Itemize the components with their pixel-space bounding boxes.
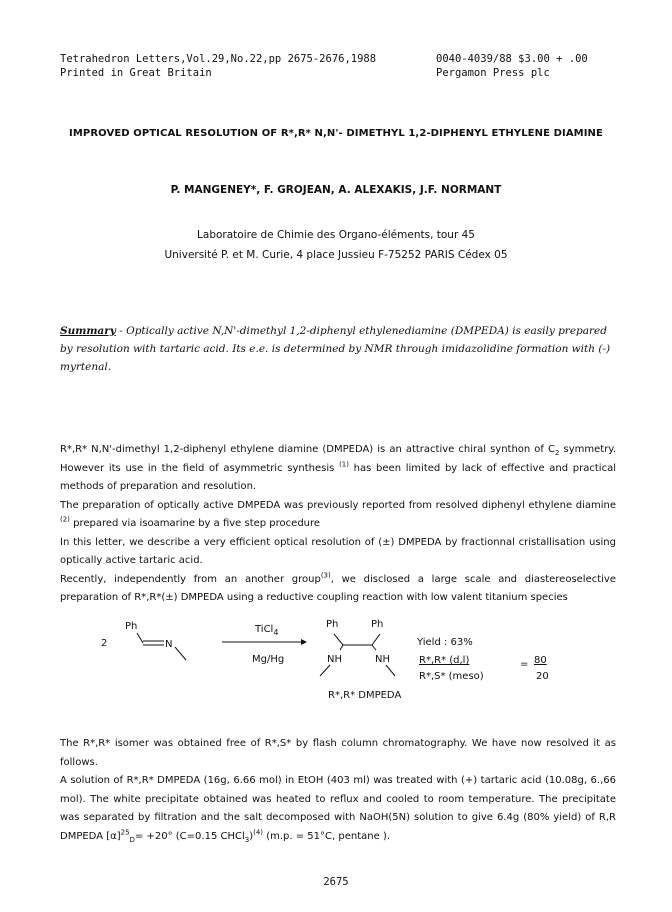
p5-text: The R*,R* isomer was obtained free of R*,S* by flash column chromatography. We have now resolved it as follows. <box>60 738 616 768</box>
ratio-rs-value: 20 <box>536 671 549 682</box>
ref-3: (3) <box>320 571 331 580</box>
scheme-ph-product-2: Ph <box>371 619 384 630</box>
p6-text-a: A solution of R*,R* DMPEDA (16g, 6.66 mol) in EtOH (403 ml) was treated with (+) tartaric acid (10.08g, 6.,66 mol). The white precipitate obtained was heated to reflux and cooled to room temperature. The precipitate was separated by filtration and the salt decomposed with NaOH(5N) solution to give 6.4g (80% yield) of R,R DMPEDA [α] <box>60 775 616 842</box>
reagent-ticl4: TiCl$_4$ <box>255 624 279 637</box>
p3-text: In this letter, we describe a very efficient optical resolution of (±) DMPEDA by fractionnal cristallisation using optically active tartaric acid. <box>60 536 616 566</box>
imine-bonds <box>137 633 186 660</box>
ref-1: (1) <box>339 460 349 469</box>
summary-label: Summary <box>60 325 116 337</box>
ratio-rr-label: R*,R* (d,l) <box>419 655 470 666</box>
article-title: IMPROVED OPTICAL RESOLUTION OF R*,R* N,N'- DIMETHYL 1,2-DIPHENYL ETHYLENE DIAMINE <box>69 128 603 139</box>
p2-text-a: The preparation of optically active DMPEDA was previously reported from resolved diphenyl ethylene diamine <box>60 499 616 511</box>
product-name: R*,R* DMPEDA <box>328 690 402 701</box>
affiliation-line-2: Université P. et M. Curie, 4 place Jussieu F-75252 PARIS Cédex 05 <box>164 249 508 261</box>
p4-text-a: Recently, independently from an another group <box>60 573 321 585</box>
ref-2: (2) <box>60 515 70 524</box>
summary <box>60 322 616 376</box>
ref-4: (4) <box>253 828 264 837</box>
yield: Yield : 63% <box>417 637 473 648</box>
p6-sub: D <box>129 835 135 844</box>
scheme-nh-2: NH <box>375 654 390 665</box>
scheme-coefficient: 2 <box>101 638 108 649</box>
scheme-ph-product-1: Ph <box>326 619 339 630</box>
p2-text-b: prepared via isoamarine by a five step procedure <box>69 518 321 529</box>
body-text-1 <box>60 441 616 608</box>
p6-sup: 25 <box>120 828 130 837</box>
journal-citation: Tetrahedron Letters,Vol.29,No.22,pp 2675-2676,1988 <box>60 53 377 65</box>
ratio-equals: = <box>520 659 529 670</box>
body-text-2 <box>60 735 616 846</box>
page-number: 2675 <box>323 876 349 888</box>
arrow-head <box>301 639 307 645</box>
p1-sub: 2 <box>554 449 560 457</box>
p6-sub-2: 3 <box>244 835 250 844</box>
issn-code: 0040-4039/88 $3.00 + .00 <box>436 53 588 65</box>
p6-text-b: = +20° (C=0.15 CHCl <box>134 830 245 842</box>
p1-text-c: has been limited by lack of effective and practical methods of preparation and resolution. <box>60 462 616 492</box>
summary-text: - Optically active N,N'-dimethyl 1,2-diphenyl ethylenediamine (DMPEDA) is easily prepared by resolution with tartaric acid. Its e.e. is determined by NMR through imidazolidine formation with (-) myrtenal. <box>60 325 611 373</box>
affiliation-line-1: Laboratoire de Chimie des Organo-éléments, tour 45 <box>197 229 475 241</box>
p1-text-a: R*,R* N,N'-dimethyl 1,2-diphenyl ethylene diamine (DMPEDA) is an attractive chiral synthon of C <box>60 444 555 455</box>
p4-text-b: , we disclosed a large scale and diastereoselective preparation of R*,R*(±) DMPEDA using a reductive coupling reaction with low valent titanium species <box>60 573 617 603</box>
ratio-rr-value: 80 <box>534 655 547 666</box>
p6-text-c: ) <box>249 830 254 842</box>
publisher: Pergamon Press plc <box>436 67 550 79</box>
p6-text-d: (m.p. = 51°C, pentane ). <box>263 830 391 842</box>
scheme-nh-1: NH <box>327 654 342 665</box>
reaction-scheme <box>0 612 672 702</box>
scheme-ph-reactant: Ph <box>125 621 138 632</box>
reagent-mghg: Mg/Hg <box>252 654 285 665</box>
ratio-rs-label: R*,S* (meso) <box>419 671 484 682</box>
affiliation <box>0 225 672 265</box>
printed-in: Printed in Great Britain <box>60 67 212 79</box>
journal-header <box>60 52 588 80</box>
scheme-n: N <box>165 639 173 650</box>
p1-text-b: symmetry. However its use in the field of asymmetric synthesis <box>60 444 616 474</box>
authors: P. MANGENEY*, F. GROJEAN, A. ALEXAKIS, J.F. NORMANT <box>170 184 502 196</box>
